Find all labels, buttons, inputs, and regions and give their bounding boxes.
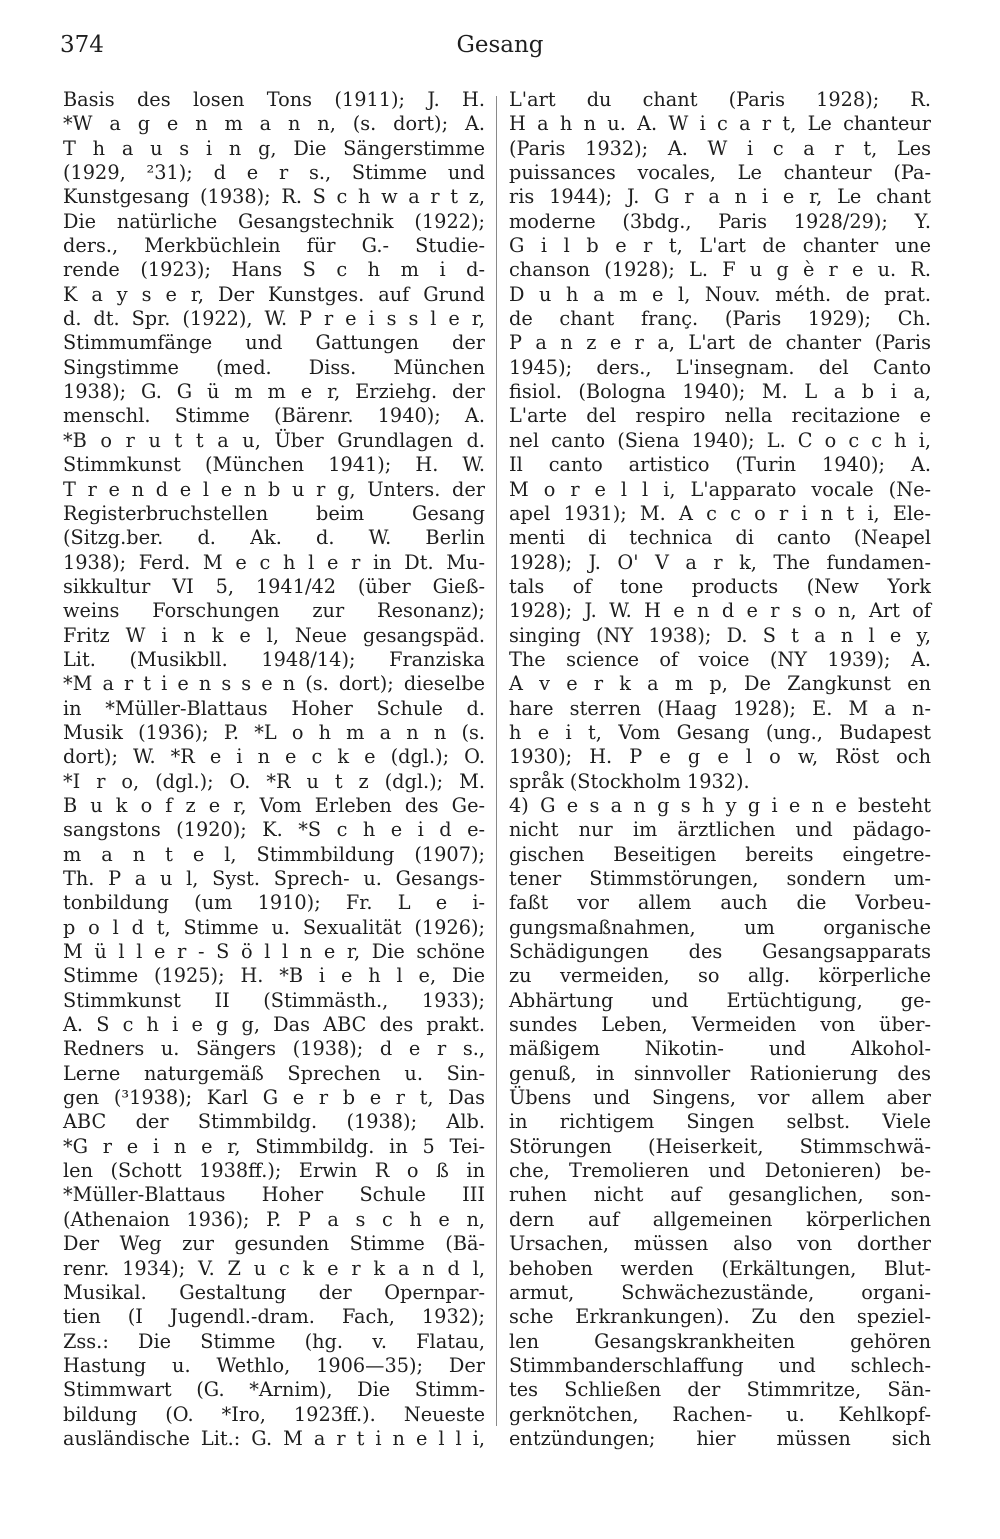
text-line: Registerbruchstellen beim Gesang (63, 501, 485, 525)
text-line: ruhen nicht auf gesanglichen, son- (509, 1183, 931, 1207)
text-line: Der Weg zur gesunden Stimme (Bä- (63, 1232, 485, 1256)
text-line: Stimmumfänge und Gattungen der (63, 331, 485, 355)
text-line: Th. P a u l, Syst. Sprech- u. Gesangs- (63, 867, 485, 890)
text-line: mäßigem Nikotin- und Alkohol- (509, 1037, 931, 1061)
running-head: Gesang (456, 32, 544, 58)
text-line: 1938); G. G ü m m e r, Erziehg. der (63, 380, 485, 404)
text-line: Fritz W i n k e l, Neue gesangspäd. (63, 623, 485, 647)
text-line: Singstimme (med. Diss. München (63, 355, 485, 379)
text-line: chanson (1928); L. F u g è r e u. R. (509, 258, 931, 282)
text-line: (Paris 1932); A. W i c a r t, Les (509, 136, 931, 160)
text-line: p o l d t, Stimme u. Sexualität (1926); (63, 915, 485, 939)
text-line: len (Schott 1938ff.); Erwin R o ß in (63, 1159, 485, 1183)
text-line: *Müller-Blattaus Hoher Schule III (63, 1183, 485, 1207)
text-line: bildung (O. *Iro, 1923ff.). Neueste (63, 1402, 485, 1426)
text-line: sche Erkrankungen). Zu den speziel- (509, 1305, 931, 1329)
text-line: faßt vor allem auch die Vorbeu- (509, 891, 931, 915)
text-line: Stimmwart (G. *Arnim), Die Stimm- (63, 1378, 485, 1402)
text-line: H a h n u. A. W i c a r t, Le chanteur (509, 112, 931, 136)
text-line: (1929, ²31); d e r s., Stimme und (63, 161, 485, 185)
text-line: sangstons (1920); K. *S c h e i d e- (63, 818, 485, 842)
text-line: rende (1923); Hans S c h m i d- (63, 258, 485, 282)
text-line: de chant franç. (Paris 1929); Ch. (509, 307, 931, 331)
text-line: T r e n d e l e n b u r g, Unters. der (63, 477, 485, 501)
text-line: Il canto artistico (Turin 1940); A. (509, 453, 931, 477)
text-line: fisiol. (Bologna 1940); M. L a b i a, (509, 380, 931, 404)
text-line: behoben werden (Erkältungen, Blut- (509, 1256, 931, 1280)
text-line: sikkultur VI 5, 1941/42 (über Gieß- (63, 574, 485, 598)
text-line: puissances vocales, Le chanteur (Pa- (509, 161, 931, 185)
text-line: Kunstgesang (1938); R. S c h w a r t z, (63, 185, 485, 209)
text-line: A v e r k a m p, De Zangkunst en (509, 672, 931, 696)
text-line: M ü l l e r - S ö l l n e r, Die schöne (63, 940, 485, 964)
text-line: singing (NY 1938); D. S t a n l e y, (509, 623, 931, 647)
text-line: entzündungen; hier müssen sich (509, 1426, 931, 1450)
text-line: ABC der Stimmbildg. (1938); Alb. (63, 1110, 485, 1134)
text-line: zu vermeiden, so allg. körperliche (509, 964, 931, 988)
text-line: gerknötchen, Rachen- u. Kehlkopf- (509, 1402, 931, 1426)
text-line: tonbildung (um 1910); Fr. L e i- (63, 891, 485, 915)
text-line: 1928); J. O' V a r k, The fundamen- (509, 550, 931, 574)
text-line: nel canto (Siena 1940); L. C o c c h i, (509, 428, 931, 452)
text-line: (Sitzg.ber. d. Ak. d. W. Berlin (63, 526, 485, 550)
page-number: 374 (60, 32, 104, 58)
text-line: ris 1944); J. G r a n i e r, Le chant (509, 185, 931, 209)
text-line: tals of tone products (New York (509, 574, 931, 598)
text-line: armut, Schwächezustände, organi- (509, 1280, 931, 1304)
text-line: 4) G e s a n g s h y g i e n e besteht (509, 793, 931, 817)
text-line: The science of voice (NY 1939); A. (509, 647, 931, 671)
text-line: tes Schließen der Stimmritze, Sän- (509, 1378, 931, 1402)
text-line: dern auf allgemeinen körperlichen (509, 1207, 931, 1231)
text-line: Stimmkunst (München 1941); H. W. (63, 453, 485, 477)
text-line: 1930); H. P e g e l o w, Röst och (509, 745, 931, 769)
text-line: len Gesangskrankheiten gehören (509, 1329, 931, 1353)
text-line: dort); W. *R e i n e c k e (dgl.); O. (63, 745, 485, 769)
text-line: Stimme (1925); H. *B i e h l e, Die (63, 964, 485, 988)
text-line: genuß, in sinnvoller Rationierung des (509, 1061, 931, 1085)
text-line: in richtigem Singen selbst. Viele (509, 1110, 931, 1134)
text-line: 1928); J. W. H e n d e r s o n, Art of (509, 599, 931, 623)
text-line: moderne (3bdg., Paris 1928/29); Y. (509, 209, 931, 233)
text-line: ders., Merkbüchlein für G.- Studie- (63, 234, 485, 258)
text-line: nicht nur im ärztlichen und pädago- (509, 818, 931, 842)
text-line: Stimmbanderschlaffung und schlech- (509, 1353, 931, 1377)
text-line: che, Tremolieren und Detonieren) be- (509, 1159, 931, 1183)
text-line: tien (I Jugendl.-dram. Fach, 1932); (63, 1305, 485, 1329)
text-line: B u k o f z e r, Vom Erleben des Ge- (63, 793, 485, 817)
text-line: Übens und Singens, vor allem aber (509, 1086, 931, 1110)
text-line: gen (³1938); Karl G e r b e r t, Das (63, 1086, 485, 1110)
text-line: *B o r u t t a u, Über Grundlagen d. (63, 428, 485, 452)
text-line: *W a g e n m a n n, (s. dort); A. (63, 112, 485, 136)
text-line: Stimmkunst II (Stimmästh., 1933); (63, 988, 485, 1012)
text-line: Störungen (Heiserkeit, Stimmschwä- (509, 1134, 931, 1158)
text-line: L'art du chant (Paris 1928); R. (509, 88, 931, 111)
text-line: Abhärtung und Ertüchtigung, ge- (509, 988, 931, 1012)
text-line: Zss.: Die Stimme (hg. v. Flatau, (63, 1329, 485, 1353)
text-line: sundes Leben, Vermeiden von über- (509, 1013, 931, 1037)
text-line: Redners u. Sängers (1938); d e r s., (63, 1037, 485, 1061)
text-line: P a n z e r a, L'art de chanter (Paris (509, 331, 931, 355)
text-line: Lit. (Musikbll. 1948/14); Franziska (63, 647, 485, 671)
text-line: apel 1931); M. A c c o r i n t i, Ele- (509, 501, 931, 525)
text-line: ausländische Lit.: G. M a r t i n e l l i, (63, 1426, 485, 1450)
text-line: in *Müller-Blattaus Hoher Schule d. (63, 696, 485, 720)
column-divider (496, 96, 497, 1426)
text-line: d. dt. Spr. (1922), W. P r e i s s l e r, (63, 307, 485, 331)
text-line: menschl. Stimme (Bärenr. 1940); A. (63, 404, 485, 428)
text-line: G i l b e r t, L'art de chanter une (509, 234, 931, 258)
text-line: L'arte del respiro nella recitazione e (509, 404, 931, 428)
text-line: (Athenaion 1936); P. P a s c h e n, (63, 1207, 485, 1231)
text-line: h e i t, Vom Gesang (ung., Budapest (509, 720, 931, 744)
text-line: m a n t e l, Stimmbildung (1907); (63, 842, 485, 866)
text-line: gischen Beseitigen bereits eingetre- (509, 842, 931, 866)
text-line: renr. 1934); V. Z u c k e r k a n d l, (63, 1256, 485, 1280)
text-line: *I r o, (dgl.); O. *R u t z (dgl.); M. (63, 769, 485, 793)
text-line: Basis des losen Tons (1911); J. H. (63, 88, 485, 111)
text-line: tener Stimmstörungen, sondern um- (509, 867, 931, 890)
text-line: Schädigungen des Gesangsapparats (509, 940, 931, 964)
text-line: K a y s e r, Der Kunstges. auf Grund (63, 282, 485, 306)
text-line: Musik (1936); P. *L o h m a n n (s. (63, 720, 485, 744)
text-line: *G r e i n e r, Stimmbildg. in 5 Tei- (63, 1134, 485, 1158)
text-line: språk (Stockholm 1932). (509, 769, 750, 793)
right-column (509, 88, 931, 1451)
text-line: Musikal. Gestaltung der Opernpar- (63, 1280, 485, 1304)
text-line: M o r e l l i, L'apparato vocale (Ne- (509, 477, 931, 501)
text-line: T h a u s i n g, Die Sängerstimme (63, 136, 485, 160)
text-line: 1945); ders., L'insegnam. del Canto (509, 355, 931, 379)
text-line: hare sterren (Haag 1928); E. M a n- (509, 696, 931, 720)
text-line: weins Forschungen zur Resonanz); (63, 599, 485, 623)
text-line: menti di technica di canto (Neapel (509, 526, 931, 550)
left-column (63, 88, 485, 1451)
text-line: Lerne naturgemäß Sprechen u. Sin- (63, 1061, 485, 1085)
text-line: Die natürliche Gesangstechnik (1922); (63, 209, 485, 233)
text-line: D u h a m e l, Nouv. méth. de prat. (509, 282, 931, 306)
text-line: 1938); Ferd. M e c h l e r in Dt. Mu- (63, 550, 485, 574)
text-line: gungsmaßnahmen, um organische (509, 915, 931, 939)
text-line: Hastung u. Wethlo, 1906—35); Der (63, 1353, 485, 1377)
text-line: *M a r t i e n s s e n (s. dort); dieselbe (63, 672, 485, 696)
text-line: A. S c h i e g g, Das ABC des prakt. (63, 1013, 485, 1037)
text-line: Ursachen, müssen also von dorther (509, 1232, 931, 1256)
